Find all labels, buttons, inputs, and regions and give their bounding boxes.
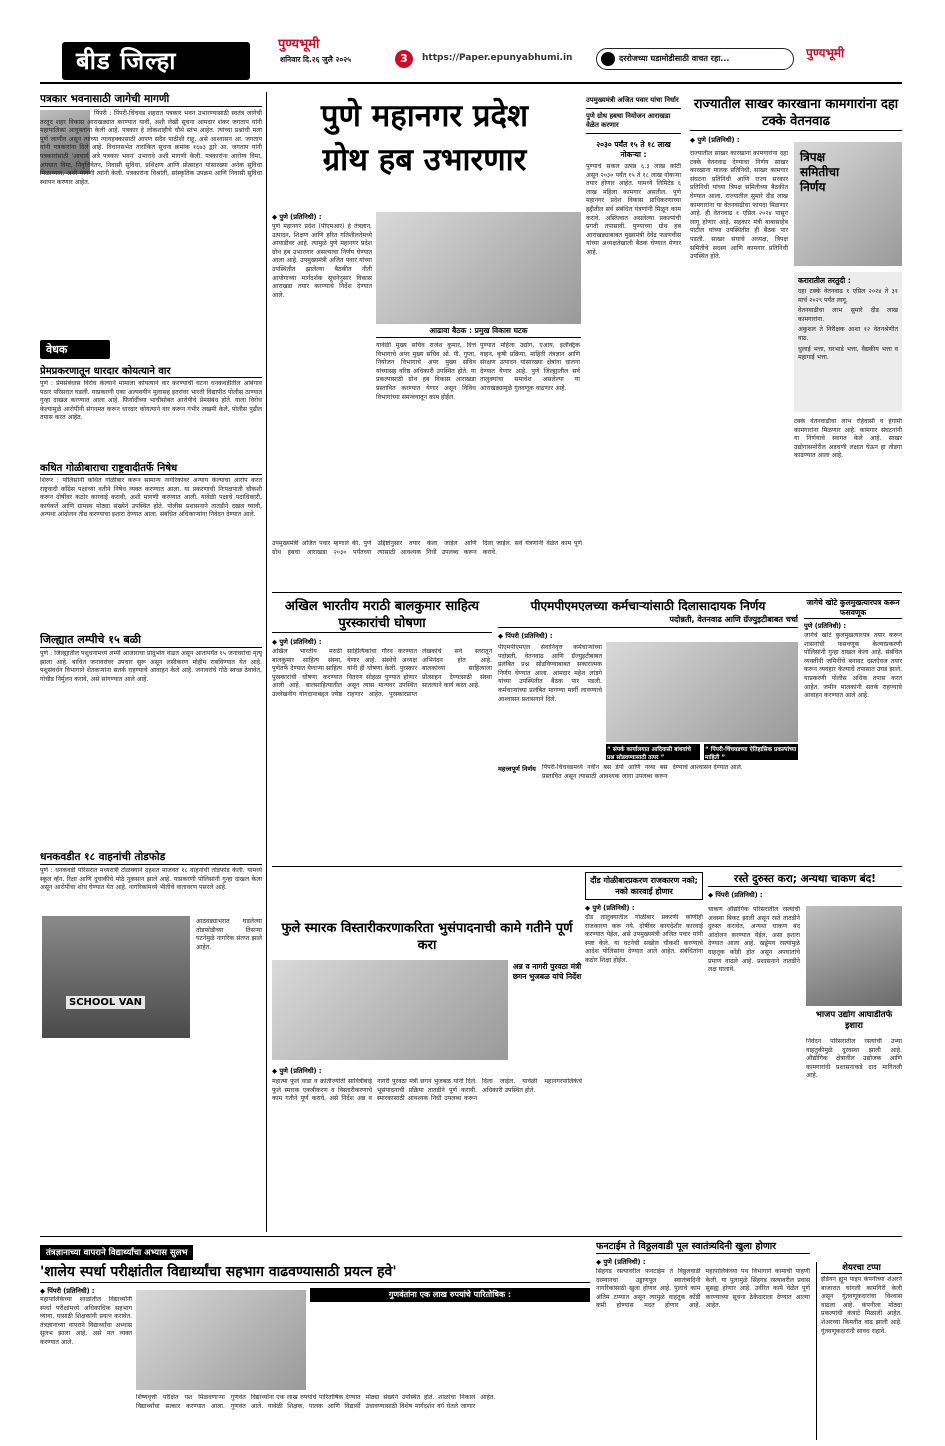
article-phule	[272, 920, 582, 1228]
van-photo	[42, 916, 190, 1038]
article-press-bhavan	[40, 92, 262, 234]
section-rule	[272, 592, 902, 593]
article-body: राज्यातील साखर कारखाना कामगारांना दहा टक्के वेतनवाढ देण्याचा निर्णय साखर कारखाना मालक प्रतिनिधी, साखर कामगार संघटना प्रतिनिधी आणि राज्य सरकार प्रतिनिधी यांच्या त्रिपक्ष समितीच्या बैठकीत घेण्यात आला. राज्यातील सुमारे दीड लाख कामगारांना या वेतनवाढीचा फायदा मिळणार आहे. ही वेतनवाढ १ एप्रिल २०२४ पासून लागू होणार आहे. सहकार मंत्री बाबासाहेब पाटील यांच्या उपस्थितीत ही बैठक पार पडली. साखर संघाचे अध्यक्ष, त्रिपक्ष समितीचे सदस्य आणि कामगार प्रतिनिधी उपस्थित होते.	[690, 150, 788, 261]
lead-headline	[272, 94, 577, 212]
article-body: सिंहगड रस्त्यावरील फनटाईम ते विठ्ठलवाडी दरम्यानचा उड्डाणपूल स्वातंत्र्यदिनी नागरिकांसाठी खुला होणार आहे. पुलाचे काम अंतिम टप्प्यात असून त्यामुळे वाहतूक कोंडी कमी होण्यास मदत होणार आहे. महापालिकेच्या पथ विभागाने कामाची पाहणी केली. या पुलामुळे सिंहगड रस्त्यावरील प्रवास सुसह्य होणार आहे. उर्वरित कामे वेळेत पूर्ण करण्याच्या सूचना ठेकेदाराला देण्यात आल्या आहेत.	[596, 1268, 810, 1310]
page-number-badge	[395, 50, 413, 68]
ticker-bar	[596, 48, 794, 70]
article-body: पिंपरी : पिंपरी-चिंचवड शहरात पत्रकार भवन उभारण्यासाठी स्वतंत्र जागेची तरतूद शहर विकास आराखड्यात करण्यात यावी, अशी लेखी सूचना आमदार शंकर जगताप यांनी महापालिका आयुक्तांना केली आहे. पत्रकार हे लोकशाहीचे चौथे स्तंभ आहेत. त्यांच्या प्रश्नांची मला पूर्ण जाणीव असून त्यांच्या न्यायहक्कासाठी आपण सदैव पाठीशी राहू, असे आश्वासन आ. जगताप यांनी पत्रकारांना दिले आहे. विधानसभेत तारांकित सूचना क्रमांक १६७३ द्वारे आ. जगताप यांनी पत्रकारांसाठी 'आचार्य अत्रे पत्रकार भवन' उभारावे अशी मागणी केली. पत्रकारांना आरोग्य विमा, अपघात विमा, निवृत्तिवेतन, निवासी सुविधा, प्रशिक्षण आणि प्रोत्साहन यांसारख्या अनेक सुविधा मिळाव्यात, अशी मागणी त्यांनी केली. पत्रकारांना विश्रांती, सांस्कृतिक उपक्रम आणि निवासी सुविधा स्थापन करणार आहेत.	[40, 110, 262, 186]
article-byline: ◆ पुणे (प्रतिनिधी) :	[272, 1067, 322, 1075]
article-pmpml	[498, 598, 798, 860]
article-title: फुले स्मारक विस्तारीकरणाकरिता भुसंपादनाची कामे गतीने पूर्ण करा	[281, 921, 573, 953]
factory-photo	[794, 142, 902, 266]
article-title: शेयरचा टप्पा	[821, 1262, 902, 1274]
article-bridge	[596, 1240, 810, 1440]
article-body: चाकण औद्योगिक परिसरातील रस्त्यांची अवस्था बिकट झाली असून रस्ते तातडीने दुरुस्त करावेत, अन्यथा चाकण बंद आंदोलन करण्यात येईल, असा इशारा देण्यात आला आहे. खड्डेमय रस्त्यांमुळे वाहतूक कोंडी होत असून अपघातांचे प्रमाण वाढले आहे. प्रशासनाने तातडीने लक्ष घालावे.	[708, 906, 800, 974]
box-title: करारातील तरतुदी :	[798, 276, 851, 285]
sidebar-bullet: पुणे ग्रोथ हबचा नियोजन आराखडा वेळेत करणार	[586, 112, 681, 134]
sidebar-bullet: उपमुख्यमंत्री अजित पवार यांचा निर्धार	[586, 96, 681, 109]
article-todphod	[40, 850, 262, 1230]
vedhak-section	[40, 340, 262, 460]
ticker-text: दररोजच्या घडामोडीसाठी वाचत रहा...	[619, 54, 730, 63]
masthead-url[interactable]: https://Paper.epunyabhumi.in	[422, 53, 573, 63]
article-title: दौंड गोळीबारप्रकरण राजकारण नको; नको कारवाई होणार	[585, 872, 703, 900]
article-title: राज्यातील साखर कारखाना कामगारांना दहा टक्के वेतनवाढ	[690, 96, 902, 131]
article-lumpy	[40, 632, 262, 742]
meeting-photo	[606, 642, 798, 742]
lead-photo	[376, 212, 581, 324]
person-photo	[806, 906, 902, 1006]
lead-photo-caption: आढावा बैठक : प्रमुख विकास घटक	[376, 326, 581, 338]
article-body: महात्मा फुले वाडा व क्रांतीज्योती सावित्रीबाई फुले स्मारक एकत्रीकरण व विस्तारीकरणाचे काम गतीने पूर्ण करावे, असे निर्देश अन्न व नागरी पुरवठा मंत्री छगन भुजबळ यांनी दिले. भूसंपादनाची प्रक्रिया तातडीने पूर्ण करावी. स्मारकासाठी आवश्यक निधी उपलब्ध करून दिला जाईल. यावेळी महानगरपालिकेचे अधिकारी उपस्थित होते.	[272, 1078, 582, 1103]
left-column-rule	[266, 92, 267, 1232]
article-title: कथित गोळीबाराचा राष्ट्रवादीतर्फे निषेध	[40, 460, 262, 475]
pull-quote: अन्न व नागरी पुरवठा मंत्री छगन भुजबळ यांचे निर्देश	[512, 962, 582, 981]
masthead-date: शनिवार दि.२६ जुलै २०२५	[280, 55, 352, 64]
box-point: धुलाई भत्ता, घरभाडे भत्ता, वैद्यकीय भत्ता व महागाई भत्ता.	[798, 345, 898, 362]
article-byline: ◆ पुणे (प्रतिनिधी) :	[596, 1258, 646, 1266]
article-title: जागेचे खोटे कुलमुखत्यारपत्र करून फसवणूक	[804, 598, 902, 619]
article-body: इंडियन ह्यूम पाइप कंपनीच्या शेअरने बाजारात चांगली कामगिरी केली असून गुंतवणूकदारांचा विश्वास वाढला आहे. कंपनीला मोठ्या प्रकल्पांची कंत्राटे मिळाली आहेत. शेअरच्या किमतीत वाढ झाली आहे. गुंतवणूकदारांनी सावध राहावे.	[821, 1276, 902, 1335]
article-body: महापालिकेच्या शाळांतील विद्यार्थ्यांनी स्पर्धा परीक्षांमध्ये अधिकाधिक सहभाग घ्यावा, यासाठी शिक्षकांनी प्रयत्न करावेत. तंत्रज्ञानाच्या वापराने विद्यार्थ्यांचा अभ्यास सुलभ झाला आहे, असे मत व्यक्त करण्यात आले.	[40, 1296, 132, 1346]
article-byline: ◆ पुणे (प्रतिनिधी) :	[585, 904, 635, 912]
article-body-2: शिष्यवृत्ती परीक्षेत यश मिळवणाऱ्या गुणवंत विद्यार्थ्यांचा सत्कार करण्यात आला. गुणवंत विद्यार्थ्यांना एक लाख रुपयांचे पारितोषिक देण्यात आले. यावेळी शिक्षक, पालक आणि विद्यार्थी मोठ्या संख्येने उपस्थित होते. शाळांचा निकाल उंचावण्यासाठी विशेष मार्गदर्शन वर्ग घेतले जाणार आहेत.	[136, 1394, 496, 1410]
article-share	[816, 1262, 902, 1440]
lead-title-line1: पुणे महानगर प्रदेश	[320, 98, 529, 134]
lead-body-3: पुण्यात महिला उद्योग, एआय, इलेक्ट्रिक वाहन, कृषी प्रक्रिया, माहिती तंत्रज्ञान आणि संरक्षण उत्पादन यांसारख्या क्षेत्रांना चालना देण्यात येणार आहे. पुणे जिल्ह्यातील सर्व तालुक्यांचा समावेश असलेल्या या आराखड्यामुळे गुंतवणूक वाढणार आहे.	[480, 342, 580, 392]
article-body: अखिल भारतीय मराठी बालकुमार साहित्य संस्था, पुणेतर्फे देण्यात येणाऱ्या साहित्य पुरस्कारांची घोषणा करण्यात आली आहे. बालसाहित्यातील उल्लेखनीय योगदानाबद्दल ज्येष्ठ साहित्यिकांचा गौरव करण्यात येणार आहे. संस्थेचे अध्यक्ष यांनी ही घोषणा केली. पुरस्कार वितरण सोहळा पुण्यात होणार असून त्यास मान्यवर उपस्थित राहणार आहेत. पुरस्कारप्राप्त लेखकांचे सर्व स्तरातून अभिनंदन होत आहे. बालकांच्या साहित्याला प्रोत्साहन देण्यासाठी संस्था सातत्याने कार्य करत आहे.	[272, 648, 492, 698]
caption-mid: “ संपर्क कार्यालयात आदिवासी बांधवांचे प्रश्न सोडवण्यासाठी तत्पर ”	[606, 744, 700, 760]
article-body-2: टक्के वेतनवाढीचा लाभ रहिवासी व हंगामी कामगारांना मिळणार आहे. कामगार संघटनांनी या निर्णयाचे स्वागत केले आहे. साखर उद्योगासमोरील अडचणी लक्षात घेऊन हा तोडगा काढण्यात आला आहे.	[794, 418, 902, 460]
article-daund	[585, 872, 703, 1062]
article-title: अखिल भारतीय मराठी बालकुमार साहित्य पुरस्कारांची घोषणा	[272, 598, 492, 633]
caption-strip	[606, 744, 798, 760]
article-byline: ◆ पिंपरी (प्रतिनिधी) :	[40, 1287, 95, 1295]
article-title: फनटाईम ते विठ्ठलवाडी पूल स्वातंत्र्यदिनी खुला होणार	[596, 1240, 810, 1254]
sidebar-box-title: २०३० पर्यंत १५ ते १८ लाख नोकऱ्या :	[596, 140, 671, 159]
article-byline: ◆ पिंपरी (प्रतिनिधी) :	[708, 891, 763, 899]
prize-strip	[310, 1288, 590, 1302]
article-title: जिल्ह्यात लम्पीचे १५ बळी	[40, 632, 262, 648]
article-body: शिरूर : पोलिसांनी कथित गोळीबार करून सामान्य नागरिकांवर अन्याय केल्याचा आरोप करत राष्ट्रवादी काँग्रेस पक्षाच्या वतीने निषेध व्यक्त करण्यात आला. या प्रकरणाची निःपक्षपाती चौकशी करून दोषींवर कठोर कारवाई करावी, अशी मागणी करण्यात आली. यावेळी पक्षाचे पदाधिकारी, कार्यकर्ते आणि ग्रामस्थ मोठ्या संख्येने उपस्थित होते. पोलीस प्रशासनाने तातडीने दखल घ्यावी, अन्यथा आंदोलन तीव्र करण्याचा इशारा देण्यात आला. संबंधित अधिकाऱ्यांना निवेदन देण्यात आले.	[40, 477, 262, 519]
article-body: पीएमपीएमएल सेवानिवृत्त कर्मचाऱ्यांच्या पदोन्नती, वेतनवाढ आणि ग्रॅज्युइटीबाबत प्रलंबित प्रश्न सोडविण्याबाबत सकारात्मक निर्णय घेण्यात आला. आमदार महेश लांडगे यांच्या उपस्थितीत बैठक पार पडली. कर्मचाऱ्यांच्या प्रलंबित मागण्या मार्गी लावण्याचे आश्वासन प्रशासनाने दिले.	[498, 644, 602, 703]
article-body: पुणे : जिल्ह्यातील पशुधनामध्ये लम्पी आजाराचा प्रादुर्भाव वाढत असून आतापर्यंत १५ जनावरांचा मृत्यू झाला आहे. बाधित जनावरांवर उपचार सुरू असून लसीकरण मोहीम राबविण्यात येत आहे. पशुसंवर्धन विभागाने शेतकऱ्यांना सतर्क राहण्याचे आवाहन केले आहे. जनावरांचे गोठे स्वच्छ ठेवावेत, गोचीड निर्मूलन करावे, असे सांगण्यात आले आहे.	[40, 650, 262, 683]
prize-strip-text: गुणवंतांना एक लाख रुपयांचे पारितोषिक :	[388, 1290, 512, 1299]
lead-title-line2: ग्रोथ हब उभारणार	[322, 142, 527, 178]
sidebar-body: पुण्याचे सकल उत्पन्न ६.३ लाख कोटी असून २०३० पर्यंत १५ ते १८ लाख नोकऱ्या तयार होणार आहेत. यामध्ये लिमिटेड ६ लाख महिला कामगार असतील. पुणे महानगर प्रदेश विकास प्राधिकरणाच्या हद्दीतील सर्व संबंधित यंत्रणांनी मिळून काम करावे. अस्तित्वात असलेल्या प्रकल्पांची प्रगती तपासावी. पुण्याच्या ग्रोथ हब आराखड्याबाबत मुख्यमंत्री देवेंद्र फडणवीस यांच्या अध्यक्षतेखाली बैठक घेण्यात येणार आहे.	[586, 163, 681, 256]
article-body: पुणे : धनकवडी परिसरात मध्यरात्री टोळक्याने दहशत माजवत १८ वाहनांची तोडफोड केली. यामध्ये स्कूल व्हॅन, रिक्षा आणि दुचाकींचे मोठे नुकसान झाले आहे. याप्रकरणी पोलिसांनी गुन्हा दाखल केला असून आरोपींचा शोध घेण्यात येत आहे. नागरिकांमध्ये भीतीचे वातावरण पसरले आहे.	[40, 867, 262, 892]
van-photo-text: SCHOOL VAN	[66, 996, 145, 1009]
article-title: पत्रकार भवनासाठी जागेची मागणी	[40, 92, 262, 107]
lead-byline: ◆ पुणे (प्रतिनिधी) :	[272, 213, 322, 221]
school-photo	[136, 1290, 306, 1390]
caption-left: महत्त्वपूर्ण निर्णय	[498, 765, 536, 773]
section-rule	[272, 866, 902, 867]
photo-caption: आठवड्याभरात घडलेल्या तोडफोडीच्या तिसऱ्या घटनेमुळे नागरिक संतप्त झाले आहेत.	[196, 918, 262, 951]
event-photo	[272, 960, 508, 1060]
article-school	[40, 1240, 590, 1440]
box-point: वेतनवाढीचा लाभ सुमारे दीड लाख कामगारांना.	[798, 307, 898, 323]
article-subtitle: पदोन्नती, वेतनवाढ आणि ग्रॅज्युइटीबाबत चर्चा	[498, 614, 798, 628]
box-point: अकुशल ते निरीक्षक आशा १२ वेतनश्रेणीत वाढ.	[798, 326, 898, 342]
article-body: पुणे : प्रेमसंबंधास विरोध केल्याने मामाला कोयत्याने वार करण्याची घटना धनकवडीतील आंबेगाव पठार परिसरात घडली. याप्रकरणी एका अल्पवयीन मुलासह इतरांवर भारती विद्यापीठ पोलीस ठाण्यात गुन्हा दाखल करण्यात आला आहे. फिर्यादींच्या भाचीसोबत आरोपीचे प्रेमसंबंध होते. याला विरोध केल्यामुळे आरोपींनी संगनमत करून धारदार कोयत्याने वार करून गंभीर जखमी केले. पोलीस पुढील तपास करत आहेत.	[40, 380, 262, 422]
article-title: प्रेमप्रकरणातून धारदार कोयत्याने वार	[40, 363, 262, 378]
article-title: 'शालेय स्पर्धा परीक्षांतील विद्यार्थ्यांचा सहभाग वाढवण्यासाठी प्रयत्न हवे'	[40, 1262, 590, 1283]
section-title: बीड जिल्हा	[76, 47, 177, 75]
article-kicker: तंत्रज्ञानाच्या वापराने विद्यार्थ्यांचा अभ्यास सुलभ	[40, 1245, 193, 1260]
lead-sidebar	[586, 96, 681, 581]
article-chakan	[708, 872, 902, 1228]
box-point: दहा टक्के वेतनवाढ १ एप्रिल २०२४ ते ३१ मार्च २०२९ पर्यंत लागू.	[798, 288, 898, 304]
vedhak-label: वेधक	[40, 340, 110, 359]
lead-body-1: पुणे महानगर प्रदेश (पीएमआर) हे तंत्रज्ञान, उत्पादन, शिक्षण आणि हरित गतिशीलतेमध्ये आघाडीवर आहे. त्यामुळे पुणे महानगर प्रदेश ग्रोथ हब उभारणार असल्याचा निर्णय घेण्यात आला आहे. उपमुख्यमंत्री अजित पवार यांच्या उपस्थितीत झालेल्या बैठकीत नीती आयोगाच्या मार्गदर्शक सूचनेनुसार विकास आराखडा तयार करण्याचे निर्देश देण्यात आले.	[272, 223, 372, 299]
article-byline: ◆ पुणे (प्रतिनिधी) :	[272, 638, 322, 646]
photo-label: भाजप उद्योग आघाडीतर्फे इशारा	[815, 1010, 893, 1031]
article-title: रस्ते दुरुस्त करा; अन्यथा चाकण बंद!	[708, 872, 902, 887]
article-nishedh	[40, 460, 262, 630]
masthead-logo-right: पुण्यभूमी	[806, 46, 845, 60]
section-badge	[62, 42, 250, 80]
page-number: 3	[400, 52, 408, 65]
article-balkumar	[272, 598, 492, 860]
article-body: दौंड तालुक्यातील गोळीबार प्रकरणी कोणीही राजकारण करू नये. दोषींवर कायदेशीर कारवाई करण्यात येईल, असे उपमुख्यमंत्री अजित पवार यांनी स्पष्ट केले. या घटनेची सखोल चौकशी करण्याचे आदेश पोलिसांना देण्यात आले आहेत. संबंधितांना कठोर शिक्षा होईल.	[585, 914, 703, 964]
article-title: पीएमपीएमएलच्या कर्मचाऱ्यांसाठी दिलासादायक निर्णय	[530, 599, 766, 613]
article-byline: ◆ पिंपरी (प्रतिनिधी) :	[498, 632, 553, 640]
article-body-2: पिंपरी-चिंचवडमध्ये नवीन बस डेपो आणि नव्या बस प्रस्तावित असून त्यासाठी आवश्यक जागा उपलब्ध करून देण्याचे आश्वासन देण्यात आले.	[542, 764, 743, 780]
article-title: धनकवडीत १८ वाहनांची तोडफोड	[40, 850, 262, 865]
agreement-box	[794, 272, 902, 412]
photo-label: त्रिपक्ष समितीचा निर्णय	[800, 150, 840, 194]
masthead-logo: पुण्यभूमी	[278, 37, 320, 52]
article-body: जागेचे खोटे कुलमुखत्यारपत्र तयार करून शासनाची फसवणूक केल्याप्रकरणी पोलिसांनी गुन्हा दाखल केला आहे. संबंधित व्यक्तींनी जमिनीचे बनावट दस्तऐवज तयार करून व्यवहार केल्याचे तपासात उघड झाले. याप्रकरणी पोलीस अधिक तपास करत आहेत. जमीन मालकांनी सतर्क राहण्याचे आवाहन करण्यात आले आहे.	[804, 632, 902, 700]
article-byline: ◆ पुणे (प्रतिनिधी) :	[690, 136, 740, 144]
lead-body-2: यावेळी मुख्य सचिव राजेश कुमार, वित्त विभागाचे अपर मुख्य सचिव ओ. पी. गुप्ता, नियोजन विभागाचे अपर मुख्य सचिव यांच्यासह वरिष्ठ अधिकारी उपस्थित होते. या प्रकल्पासाठी ग्रोथ हब विकास आराखडा प्रस्तावित करण्यात येणार असून विविध विभागांच्या समन्वयातून काम होईल.	[376, 342, 476, 401]
article-sakhar	[690, 96, 902, 581]
play-icon	[601, 52, 615, 66]
lead-body-col1	[272, 212, 372, 532]
lead-body-4: उपमुख्यमंत्री अजित पवार म्हणाले की, पुणे ग्रोथ हबचा आराखडा २०३० पर्यंतच्या उद्दिष्टांनुसार तयार केला जाईल आणि त्यासाठी आवश्यक निधी उपलब्ध करून दिला जाईल. सर्व यंत्रणांनी वेळेत काम पूर्ण करावे.	[272, 540, 582, 556]
caption-right: “ पिंपरी-चिंचवडच्या ऐतिहासिक प्रकल्पांच्या माहिती ”	[704, 744, 798, 760]
article-khed	[804, 598, 902, 860]
article-byline: पुणे (प्रतिनिधी) :	[804, 622, 847, 630]
masthead	[0, 0, 945, 88]
masthead-rule	[40, 82, 902, 84]
article-body-2: निवेदन परिसरातील रस्त्यांची उभ्या वाहतुकीमुळे दुरवस्था झाली आहे. औद्योगिक क्षेत्रातील उद्योजक आणि कामगारांनी प्रशासनाकडे दाद मागितली आहे.	[806, 1038, 902, 1080]
section-rule	[40, 1236, 902, 1237]
